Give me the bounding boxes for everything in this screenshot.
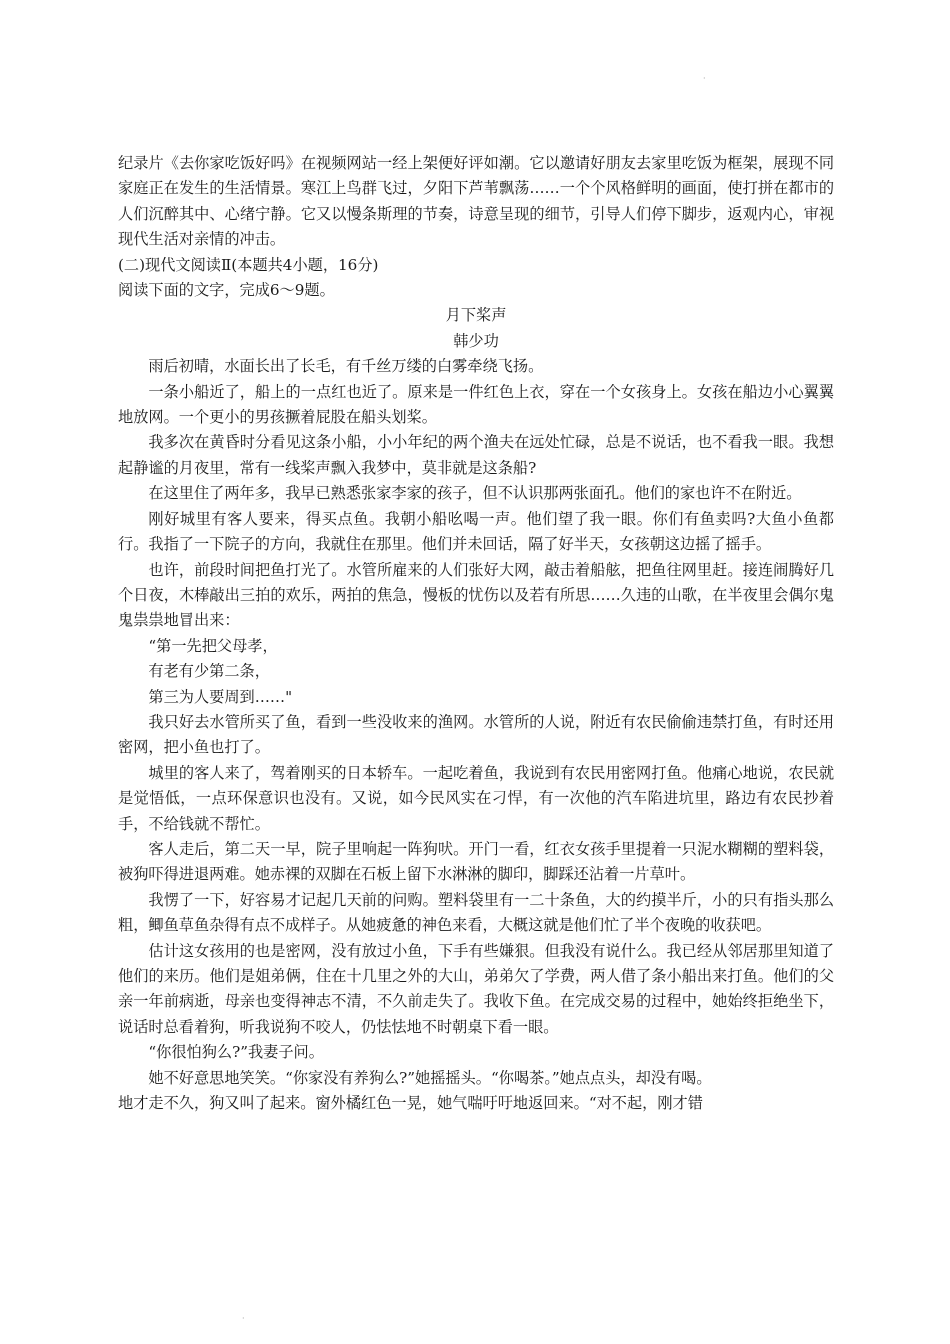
article-paragraph: 也许，前段时间把鱼打光了。水管所雇来的人们张好大网，敲击着船舷，把鱼往网里赶。接连闹腾好几个日夜，木棒敲出三拍的欢乐，两拍的焦急，慢板的忧伤以及若有所思……久违的山歌，在半夜里会偶尔鬼鬼祟祟地冒出来： bbox=[118, 560, 834, 630]
article-paragraph: 客人走后，第二天一早，院子里响起一阵狗吠。开门一看，红衣女孩手里提着一只泥水糊糊的塑料袋，被狗吓得进退两难。她赤裸的双脚在石板上留下水淋淋的脚印，脚踩还沾着一片草叶。 bbox=[118, 839, 834, 884]
page-mark-top: · bbox=[703, 74, 706, 83]
article-paragraph: 估计这女孩用的也是密网，没有放过小鱼，下手有些嫌狠。但我没有说什么。我已经从邻居那里知道了他们的来历。他们是姐弟俩，住在十几里之外的大山，弟弟欠了学费，两人借了条小船出来打鱼。他们的父亲一年前病逝，母亲也变得神志不清，不久前走失了。我收下鱼。在完成交易的过程中，她始终拒绝坐下，说话时总看着狗，听我说狗不咬人，仍怯怯地不时朝桌下看一眼。 bbox=[118, 941, 834, 1036]
article-title: 月下桨声 bbox=[445, 306, 507, 325]
section-heading: (二)现代文阅读Ⅱ(本题共4小题，16分) bbox=[118, 255, 379, 274]
article-paragraph: 一条小船近了，船上的一点红也近了。原来是一件红色上衣，穿在一个女孩身上。女孩在船边小心翼翼地放网。一个更小的男孩撅着屁股在船头划桨。 bbox=[118, 382, 834, 427]
article-paragraph: 在这里住了两年多，我早已熟悉张家李家的孩子，但不认识那两张面孔。他们的家也许不在附近。 bbox=[148, 484, 802, 503]
article-paragraph: “你很怕狗么?”我妻子问。 bbox=[148, 1043, 324, 1062]
page-mark-bottom: · bbox=[242, 1314, 245, 1323]
article-paragraph: 她不好意思地笑笑。“你家没有养狗么?”她摇摇头。“你喝茶。”她点点头，却没有喝。 bbox=[148, 1068, 712, 1087]
article-paragraph: 雨后初晴，水面长出了长毛，有千丝万缕的白雾牵绕飞扬。 bbox=[148, 357, 544, 376]
poem-line: 有老有少第二条， bbox=[148, 662, 270, 681]
article-author: 韩少功 bbox=[453, 331, 499, 350]
article-paragraph: 我多次在黄昏时分看见这条小船，小小年纪的两个渔夫在远处忙碌，总是不说话，也不看我一眼。我想起静谧的月夜里，常有一线桨声飘入我梦中，莫非就是这条船? bbox=[118, 433, 834, 477]
article-paragraph: 我只好去水管所买了鱼，看到一些没收来的渔网。水管所的人说，附近有农民偷偷违禁打鱼，有时还用密网，把小鱼也打了。 bbox=[118, 712, 834, 757]
poem-line: 第三为人要周到……" bbox=[148, 687, 293, 706]
section-instruction: 阅读下面的文字，完成6～9题。 bbox=[118, 281, 335, 300]
intro-paragraph: 纪录片《去你家吃饭好吗》在视频网站一经上架便好评如潮。它以邀请好朋友去家里吃饭为框架，展现不同家庭正在发生的生活情景。寒江上鸟群飞过，夕阳下芦苇飘荡……一个个风格鲜明的画面，使打拼在都市的人们沉醉其中、心绪宁静。它又以慢条斯理的节奏，诗意呈现的细节，引导人们停下脚步，返观内心，审视现代生活对亲情的冲击。 bbox=[118, 154, 834, 249]
article-paragraph: 刚好城里有客人要来，得买点鱼。我朝小船吆喝一声。他们望了我一眼。你们有鱼卖吗?大鱼小鱼都行。我指了一下院子的方向，我就住在那里。他们并未回话，隔了好半天，女孩朝这边摇了摇手。 bbox=[118, 509, 834, 554]
document-body bbox=[118, 151, 834, 1116]
poem-line: “第一先把父母孝， bbox=[148, 636, 278, 655]
article-paragraph: 城里的客人来了，驾着刚买的日本轿车。一起吃着鱼，我说到有农民用密网打鱼。他痛心地说，农民就是觉悟低，一点环保意识也没有。又说，如今民风实在刁悍，有一次他的汽车陷进坑里，路边有农民抄着手，不给钱就不帮忙。 bbox=[118, 763, 834, 833]
article-last-line: 地才走不久，狗又叫了起来。窗外橘红色一晃，她气喘吁吁地返回来。“对不起，刚才错 bbox=[118, 1094, 703, 1113]
article-paragraph: 我愣了一下，好容易才记起几天前的问购。塑料袋里有一二十条鱼，大的约摸半斤，小的只有指头那么粗，鲫鱼草鱼杂得有点不成样子。从她疲惫的神色来看，大概这就是他们忙了半个夜晚的收获吧。 bbox=[118, 890, 834, 935]
